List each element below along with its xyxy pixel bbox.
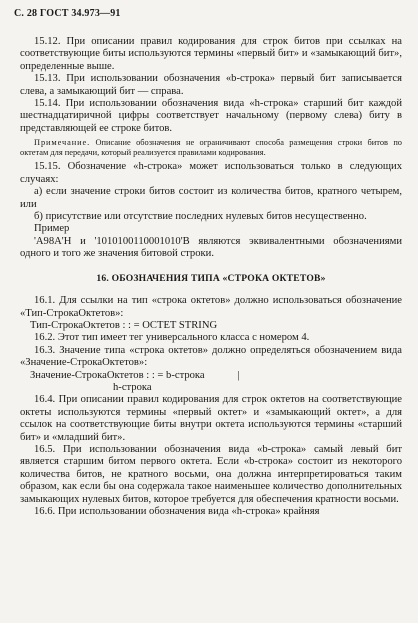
section-16-title: 16. ОБОЗНАЧЕНИЯ ТИПА «СТРОКА ОКТЕТОВ» — [96, 272, 326, 284]
page-header: С. 28 ГОСТ 34.973—91 — [14, 8, 121, 19]
paragraph-16-1: 16.1. Для ссылки на тип «строка октетов» должно использоваться обозначение «Тип-СтрокаОктетов»: — [20, 295, 402, 319]
example-label: Пример — [34, 223, 70, 235]
paragraph-15-13: 15.13. При использовании обозначения «b-строка» первый бит записывается слева, а замыкающий бит — справа. — [20, 73, 402, 97]
example-text: 'A98A'H и '1010100110001010'B являются эквивалентными обозначениями одного и того же значения битовой строки. — [20, 235, 402, 260]
code-16-3-line-1 — [30, 370, 402, 382]
paragraph-15-14: 15.14. При использовании обозначения вида «h-строка» старший бит каждой шестнадцатиричной цифры соответствует начальному (первому слева) биту в представляющей ее строке битов. — [20, 98, 402, 134]
paragraph-15-15: 15.15. Обозначение «h-строка» может использоваться только в следующих случаях: — [20, 161, 402, 185]
note — [20, 138, 402, 157]
paragraph-15-15-b: б) присутствие или отсутствие последних нулевых битов несущественно. — [34, 211, 367, 223]
code-16-1: Тип-СтрокаОктетов : : = OCTET STRING — [30, 319, 218, 331]
note-text: Описание обозначения не ограничивают способа размещения строки битов по октетам для передачи, который реализуется правилами кодирования. — [20, 138, 402, 157]
code-16-3-bstring: Значение-СтрокаОктетов : : = b-строка — [30, 369, 205, 381]
page-body — [20, 36, 402, 518]
note-label: Примечание. — [34, 138, 91, 148]
paragraph-16-6: 16.6. При использовании обозначения вида «h-строка» крайняя — [34, 506, 320, 517]
paragraph-16-3: 16.3. Значение типа «строка октетов» должно определяться обозначением вида «Значение-СтрокаОктетов»: — [20, 344, 402, 369]
paragraph-16-4: 16.4. При описании правил кодирования для строк октетов на соответствующие октеты используются термины «первый октет» и «замыкающий октет», а для ссылок на соответствующие биты внутри октета используются термины «старший бит» и «младший бит». — [20, 394, 402, 443]
code-16-3 — [20, 370, 402, 395]
code-16-3-pipe: | — [237, 369, 240, 381]
code-16-3-hstring: h-строка — [113, 381, 152, 393]
paragraph-16-2: 16.2. Этот тип имеет тег универсального класса с номером 4. — [34, 332, 310, 344]
paragraph-16-5: 16.5. При использовании обозначения вида «b-строка» самый левый бит является старшим битом первого октета. Если «b-строка» состоит из некоторого количества битов, не кратного восьми, она должна интерпретироваться таким образом, как если бы она содержала такое наименьшее количество дополнительных замыкающих нулевых битов, которое требуется для обеспечения кратности восьми. — [20, 443, 402, 505]
paragraph-15-15-a: а) если значение строки битов состоит из количества битов, кратного четырем, или — [20, 186, 402, 210]
paragraph-15-12: 15.12. При описании правил кодирования для строк битов при ссылках на соответствующие биты используются термины «первый бит» и «замыкающий бит», определенные выше. — [20, 36, 402, 72]
